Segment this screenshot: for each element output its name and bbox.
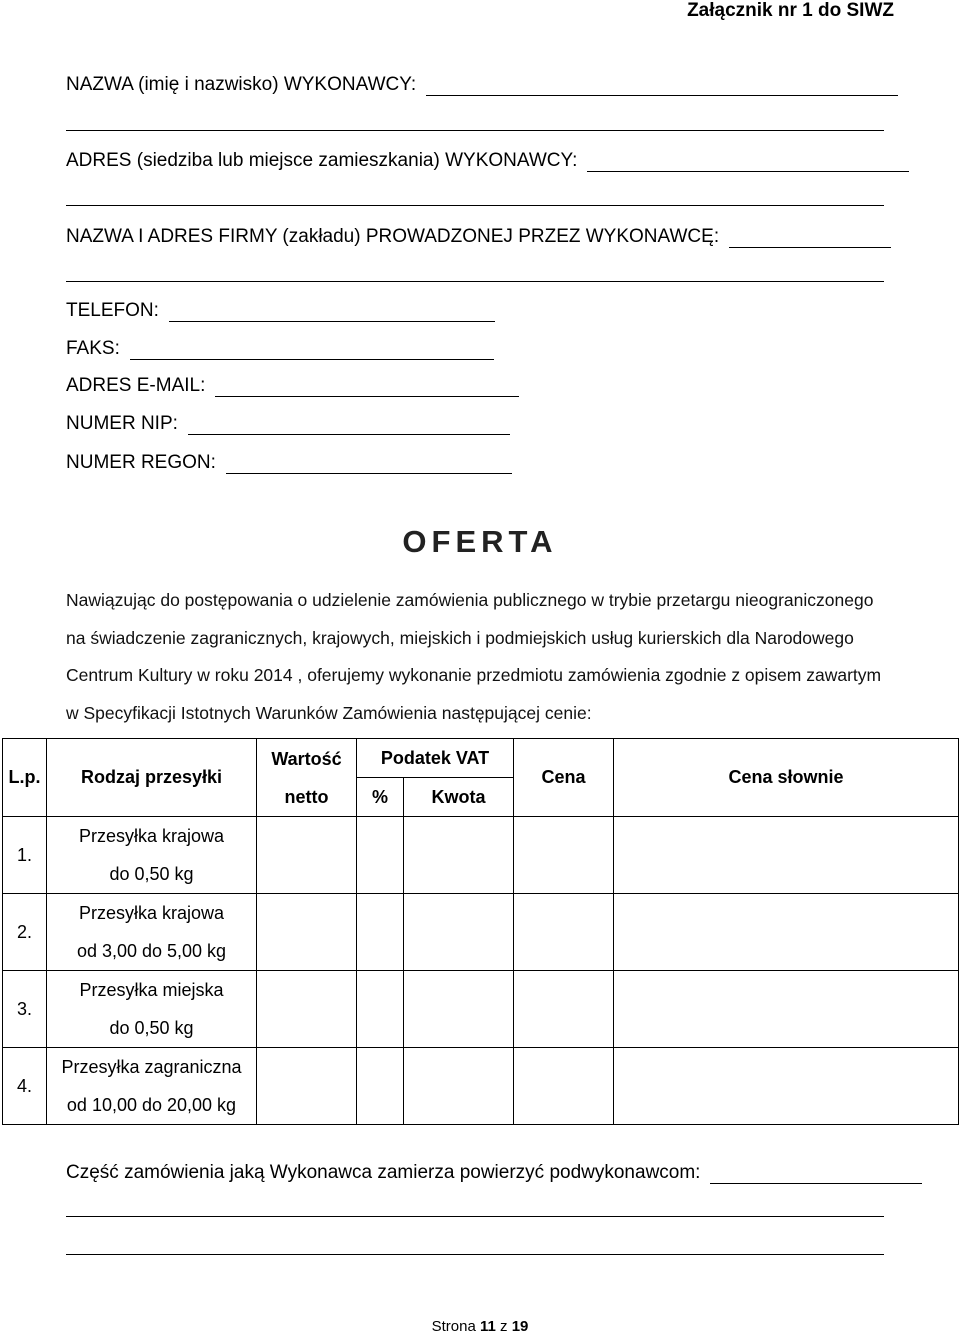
row-type-line-1: Przesyłka zagraniczna [61, 1057, 242, 1077]
email-field-line[interactable] [215, 395, 519, 397]
row-vat-percent-cell[interactable] [357, 817, 404, 894]
table-row [3, 894, 959, 971]
header-lp: L.p. [3, 739, 47, 817]
row-vat-amount-cell[interactable] [404, 971, 514, 1048]
fax-field-row [66, 336, 494, 360]
email-field-label: ADRES E-MAIL: [66, 375, 206, 396]
row-net-cell[interactable] [257, 817, 357, 894]
company-field-row [66, 224, 891, 248]
row-lp: 3. [3, 971, 47, 1048]
row-type-line-2: do 0,50 kg [109, 864, 194, 884]
header-price: Cena [514, 739, 614, 817]
header-vat-percent: % [357, 778, 404, 817]
subcontract-label: Część zamówienia jaką Wykonawca zamierza powierzyć podwykonawcom: [66, 1162, 701, 1183]
phone-field-label: TELEFON: [66, 300, 159, 321]
row-lp: 2. [3, 894, 47, 971]
row-vat-amount-cell[interactable] [404, 894, 514, 971]
row-type [47, 1048, 257, 1125]
company-field-line-2[interactable] [66, 281, 884, 282]
nip-field-label: NUMER NIP: [66, 413, 178, 434]
row-type-line-1: Przesyłka krajowa [78, 903, 225, 923]
row-price-cell[interactable] [514, 817, 614, 894]
page-footer [0, 1318, 960, 1335]
offer-line: Nawiązując do postępowania o udzielenie zamówienia publicznego w trybie przetargu nieograniczonego [66, 590, 874, 610]
address-field-line[interactable] [587, 170, 909, 172]
row-price-words-cell[interactable] [614, 817, 959, 894]
header-net-line-1: Wartość [271, 748, 342, 769]
offer-title: OFERTA [402, 524, 558, 559]
row-type-line-1: Przesyłka miejska [79, 980, 224, 1000]
table-row [3, 971, 959, 1048]
offer-line: w Specyfikacji Istotnych Warunków Zamówienia następującej cenie: [66, 702, 592, 723]
row-vat-percent-cell[interactable] [357, 894, 404, 971]
row-lp: 4. [3, 1048, 47, 1125]
regon-field-row [66, 450, 512, 474]
row-net-cell[interactable] [257, 1048, 357, 1125]
row-price-words-cell[interactable] [614, 1048, 959, 1125]
company-field-label: NAZWA I ADRES FIRMY (zakładu) PROWADZONEJ PRZEZ WYKONAWCĘ: [66, 226, 720, 247]
name-field-line-2[interactable] [66, 130, 884, 131]
row-type-line-2: do 0,50 kg [109, 1018, 194, 1038]
nip-field-line[interactable] [188, 433, 510, 435]
nip-field-row [66, 411, 510, 435]
header-vat: Podatek VAT [357, 739, 514, 778]
address-field-label: ADRES (siedziba lub miejsce zamieszkania) WYKONAWCY: [66, 150, 578, 171]
phone-field-row [66, 298, 495, 322]
row-net-cell[interactable] [257, 894, 357, 971]
price-table [2, 738, 959, 1125]
company-field-line[interactable] [729, 246, 891, 248]
fax-field-line[interactable] [130, 358, 494, 360]
row-type [47, 971, 257, 1048]
name-field-label: NAZWA (imię i nazwisko) WYKONAWCY: [66, 74, 417, 95]
row-vat-percent-cell[interactable] [357, 971, 404, 1048]
header-net-line-2: netto [284, 786, 329, 807]
offer-paragraph [66, 582, 906, 732]
row-price-cell[interactable] [514, 1048, 614, 1125]
offer-line: na świadczenie zagranicznych, krajowych, miejskich i podmiejskich usług kurierskich dla Narodowego [66, 627, 854, 648]
footer-page-total: 19 [511, 1318, 529, 1335]
row-type-line-2: od 3,00 do 5,00 kg [76, 941, 227, 961]
attachment-label: Załącznik nr 1 do SIWZ [687, 0, 894, 21]
name-field-line[interactable] [426, 94, 898, 96]
regon-field-label: NUMER REGON: [66, 452, 216, 473]
header-vat-amount: Kwota [404, 778, 514, 817]
address-field-row [66, 148, 909, 172]
row-type [47, 817, 257, 894]
row-vat-amount-cell[interactable] [404, 1048, 514, 1125]
footer-page-number: 11 [479, 1318, 496, 1335]
address-field-line-2[interactable] [66, 205, 884, 206]
table-row [3, 1048, 959, 1125]
row-price-words-cell[interactable] [614, 894, 959, 971]
regon-field-line[interactable] [226, 472, 512, 474]
name-field-row [66, 72, 898, 96]
offer-line: Centrum Kultury w roku 2014 , oferujemy wykonanie przedmiotu zamówienia zgodnie z opisem zawartym [66, 665, 882, 685]
row-price-cell[interactable] [514, 894, 614, 971]
row-vat-amount-cell[interactable] [404, 817, 514, 894]
footer-separator: z [500, 1318, 508, 1335]
table-row [3, 817, 959, 894]
row-price-cell[interactable] [514, 971, 614, 1048]
email-field-row [66, 373, 519, 397]
row-lp: 1. [3, 817, 47, 894]
row-net-cell[interactable] [257, 971, 357, 1048]
row-type-line-1: Przesyłka krajowa [78, 826, 225, 846]
phone-field-line[interactable] [169, 320, 495, 322]
row-vat-percent-cell[interactable] [357, 1048, 404, 1125]
row-price-words-cell[interactable] [614, 971, 959, 1048]
header-type: Rodzaj przesyłki [47, 739, 257, 817]
header-net-value [257, 739, 357, 817]
fax-field-label: FAKS: [66, 338, 120, 359]
subcontract-line-3[interactable] [66, 1254, 884, 1255]
header-price-words: Cena słownie [614, 739, 959, 817]
subcontract-row [66, 1160, 922, 1184]
subcontract-line-2[interactable] [66, 1216, 884, 1217]
subcontract-line[interactable] [710, 1182, 922, 1184]
row-type-line-2: od 10,00 do 20,00 kg [66, 1095, 237, 1115]
row-type [47, 894, 257, 971]
footer-prefix: Strona [431, 1318, 476, 1335]
